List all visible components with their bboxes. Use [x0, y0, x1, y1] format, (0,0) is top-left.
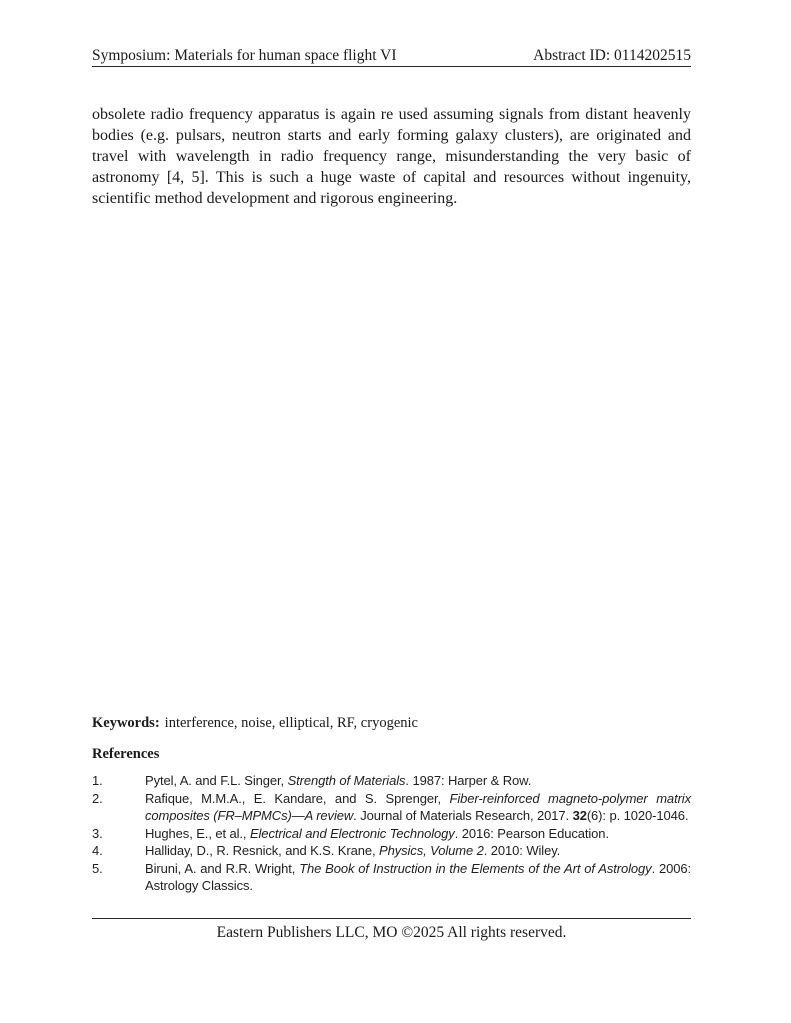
reference-text: Biruni, A. and R.R. Wright, The Book of Instruction in the Elements of the Art of Astrology. 2006: Astrology Classics.: [145, 860, 691, 893]
abstract-paragraph: obsolete radio frequency apparatus is again re used assuming signals from distant heavenly bodies (e.g. pulsars, neutron starts and early forming galaxy clusters), are originated and travel with wavelength in radio frequency range, misunderstanding the very basic of astronomy [4, 5]. This is such a huge waste of capital and resources without ingenuity, scientific method development and rigorous engineering.: [92, 106, 691, 207]
reference-text: Pytel, A. and F.L. Singer, Strength of Materials. 1987: Harper & Row.: [145, 773, 532, 788]
reference-item: [92, 860, 691, 895]
keywords-values: interference, noise, elliptical, RF, cryogenic: [164, 715, 418, 731]
reference-item: [92, 772, 691, 790]
reference-item: [92, 790, 691, 825]
reference-number: 5.: [92, 860, 103, 876]
reference-number: 4.: [92, 843, 103, 858]
blank-space: [92, 209, 691, 714]
references-heading: References: [92, 746, 160, 762]
reference-text: Halliday, D., R. Resnick, and K.S. Krane, Physics, Volume 2. 2010: Wiley.: [145, 843, 561, 858]
reference-number: 3.: [92, 825, 103, 841]
reference-text: Hughes, E., et al., Electrical and Electronic Technology. 2016: Pearson Education.: [145, 825, 609, 841]
copyright-text: Eastern Publishers LLC, MO ©2025 All rights reserved.: [216, 924, 567, 941]
running-title: Symposium: Materials for human space flight VI: [92, 47, 397, 64]
keywords-label: Keywords:: [92, 715, 160, 731]
references-list: [92, 772, 691, 895]
abstract-id: Abstract ID: 0114202515: [533, 47, 691, 64]
reference-number: 1.: [92, 773, 103, 788]
reference-text: Rafique, M.M.A., E. Kandare, and S. Sprenger, Fiber-reinforced magneto-polymer matrix composites (FR–MPMCs)—A review. Journal of Materials Research, 2017. 32(6): p. 1020-1046.: [145, 790, 691, 823]
keywords-line: [92, 714, 691, 733]
reference-item: [92, 842, 691, 860]
page-footer: [92, 918, 691, 943]
reference-item: [92, 825, 691, 843]
page-header: [92, 46, 691, 67]
reference-number: 2.: [92, 790, 103, 806]
